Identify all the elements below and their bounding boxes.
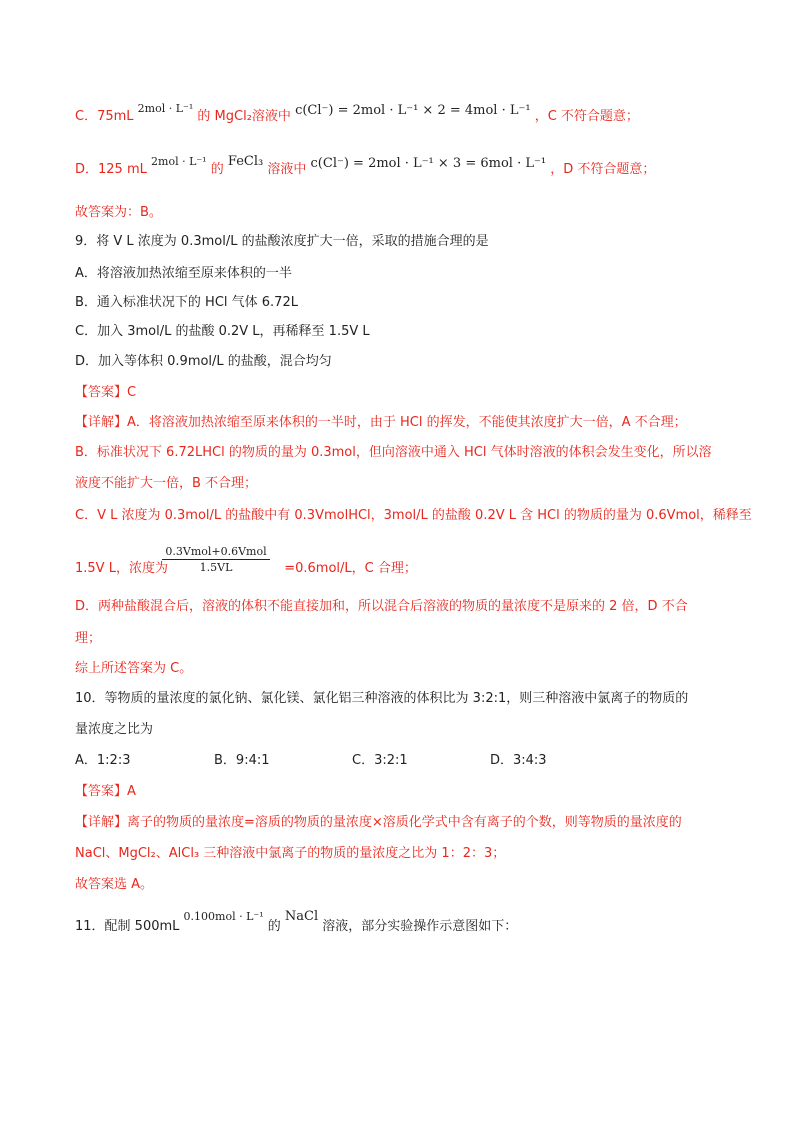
q9-c2-prefix: 1.5V L，浓度为 [75, 561, 168, 576]
q8-c-mid: 的 MgCl₂溶液中 [197, 109, 291, 124]
q8-d-conc: 2mol · L⁻¹ [151, 155, 207, 168]
q10-stem-line1: 10．等物质的量浓度的氯化钠、氯化镁、氯化铝三种溶液的体积比为 3:2:1，则三种溶液中氯离子的物质的 [75, 691, 689, 706]
q9-c2-suffix: =0.6mol/L，C 合理； [284, 561, 417, 576]
q9-option-a: A．将溶液加热浓缩至原来体积的一半 [75, 266, 292, 281]
q10-conclusion: 故答案选 A。 [75, 877, 154, 892]
q9-stem: 9．将 V L 浓度为 0.3mol/L 的盐酸浓度扩大一倍，采取的措施合理的是 [75, 234, 489, 249]
q9-option-b: B．通入标准状况下的 HCl 气体 6.72L [75, 295, 298, 310]
q10-option-a: A．1:2:3 [75, 753, 131, 768]
q8-d-de: 的 [210, 162, 224, 177]
q8-c-suffix: ，C 不符合题意； [534, 109, 639, 124]
q8-conclusion: 故答案为：B。 [75, 205, 162, 220]
q10-detail-line1: 【详解】离子的物质的量浓度=溶质的物质的量浓度×溶质化学式中含有离子的个数，则等物质的量浓度的 [75, 815, 682, 830]
q9-option-c: C．加入 3mol/L 的盐酸 0.2V L，再稀释至 1.5V L [75, 324, 370, 339]
q8-c-conc: 2mol · L⁻¹ [137, 102, 194, 115]
q9-detail-d-line1: D．两种盐酸混合后，溶液的体积不能直接加和，所以混合后溶液的物质的量浓度不是原来的 2 倍，D 不合 [75, 599, 688, 614]
q10-answer: 【答案】A [75, 784, 136, 799]
q8-d-formula: FeCl₃ [227, 154, 264, 169]
q10-option-b: B．9:4:1 [214, 753, 270, 768]
q11-formula: NaCl [284, 909, 319, 924]
q8-c-prefix: C．75mL [75, 109, 134, 124]
q11-conc: 0.100mol · L⁻¹ [183, 910, 264, 923]
q9-detail-c-line1: C．V L 浓度为 0.3mol/L 的盐酸中有 0.3VmolHCl，3mol/L 的盐酸 0.2V L 含 HCl 的物质的量为 0.6Vmol，稀释至 [75, 508, 752, 523]
q11-suffix: 溶液，部分实验操作示意图如下： [322, 919, 518, 934]
q8-d-mid: 溶液中 [267, 162, 307, 177]
q11-de: 的 [267, 919, 281, 934]
q10-detail-line2: NaCl、MgCl₂、AlCl₃ 三种溶液中氯离子的物质的量浓度之比为 1：2：3； [75, 846, 506, 861]
fraction-numerator: 0.3Vmol+0.6Vmol [165, 545, 267, 558]
q10-option-d: D．3:4:3 [490, 753, 547, 768]
q9-detail-b-line2: 液度不能扩大一倍，B 不合理； [75, 476, 258, 491]
q10-option-c: C．3:2:1 [352, 753, 408, 768]
q10-stem-line2: 量浓度之比为 [75, 722, 154, 737]
q9-fraction [162, 545, 270, 574]
q8-option-d [75, 154, 656, 179]
q9-detail-d-line2: 理； [75, 631, 102, 646]
q9-detail-b-line1: B．标准状况下 6.72LHCl 的物质的量为 0.3mol，但向溶液中通入 HCl 气体时溶液的体积会发生变化，所以溶 [75, 445, 712, 460]
q8-c-equation: c(Cl⁻) = 2mol · L⁻¹ × 2 = 4mol · L⁻¹ [295, 103, 531, 118]
fraction-bar [162, 559, 270, 560]
q8-d-equation: c(Cl⁻) = 2mol · L⁻¹ × 3 = 6mol · L⁻¹ [310, 156, 547, 171]
q8-option-c [75, 102, 639, 126]
q8-d-prefix: D．125 mL [75, 162, 147, 177]
q11-prefix: 11．配制 500mL [75, 919, 180, 934]
q9-detail-a: 【详解】A．将溶液加热浓缩至原来体积的一半时，由于 HCl 的挥发，不能使其浓度扩大一倍，A 不合理； [75, 415, 687, 430]
q9-answer: 【答案】C [75, 385, 137, 400]
q8-d-suffix: ，D 不符合题意； [550, 162, 656, 177]
q9-conclusion: 综上所述答案为 C。 [75, 661, 193, 676]
q9-option-d: D．加入等体积 0.9mol/L 的盐酸，混合均匀 [75, 354, 332, 369]
fraction-denominator: 1.5VL [199, 561, 233, 574]
